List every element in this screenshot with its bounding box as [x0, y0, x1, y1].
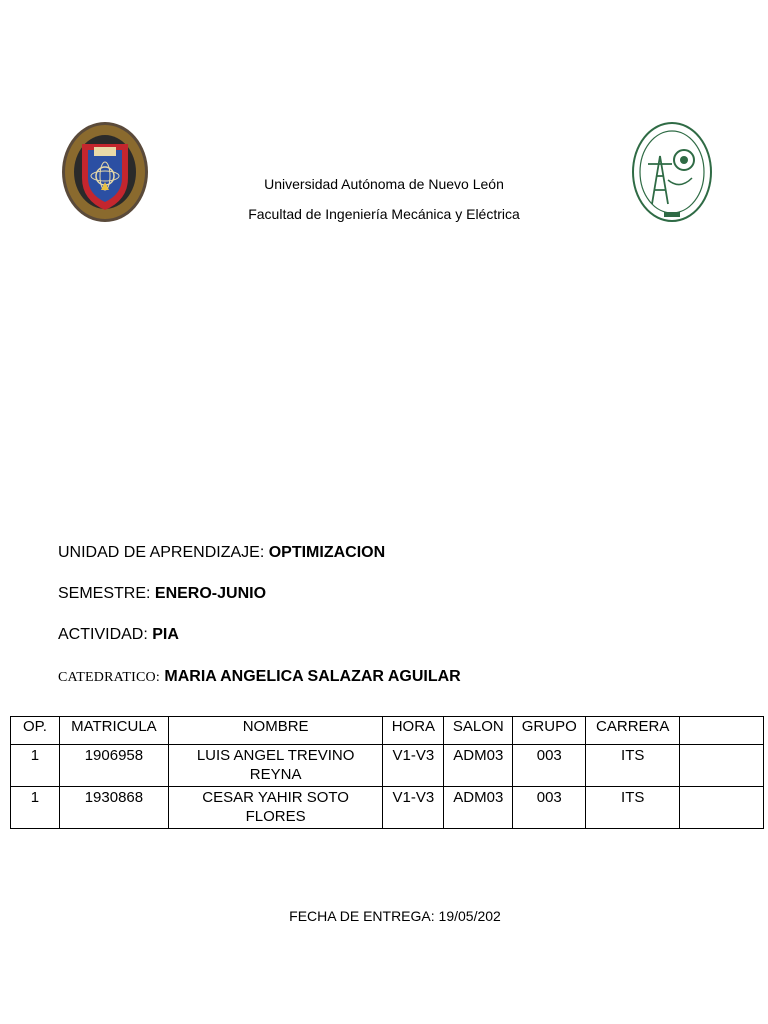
- field-semestre-label: SEMESTRE:: [58, 585, 155, 602]
- field-semestre-value: ENERO-JUNIO: [154, 585, 267, 602]
- cell-carrera: ITS: [586, 787, 680, 829]
- header-cell-op: OP.: [11, 717, 60, 745]
- field-catedratico: [58, 668, 461, 686]
- cell-grupo: 003: [513, 787, 586, 829]
- table-header-row: [11, 717, 764, 745]
- cell-nombre: LUIS ANGEL TREVINO REYNA: [168, 745, 383, 787]
- header-cell-salon: SALON: [444, 717, 513, 745]
- header-cell-grupo: GRUPO: [513, 717, 586, 745]
- students-table: [10, 716, 764, 829]
- cell-hora: V1-V3: [383, 787, 444, 829]
- field-unidad-value: OPTIMIZACION: [268, 544, 386, 561]
- header-cell-empty: [680, 717, 764, 745]
- cell-matricula: 1930868: [59, 787, 168, 829]
- cell-op: 1: [11, 745, 60, 787]
- field-catedratico-label: CATEDRATICO:: [58, 670, 160, 685]
- header-cell-matricula: MATRICULA: [59, 717, 168, 745]
- cell-nombre: CESAR YAHIR SOTO FLORES: [168, 787, 383, 829]
- field-actividad-value: PIA: [152, 626, 179, 643]
- header-cell-carrera: CARRERA: [586, 717, 680, 745]
- cell-hora: V1-V3: [383, 745, 444, 787]
- field-catedratico-value: MARIA ANGELICA SALAZAR AGUILAR: [164, 668, 461, 685]
- cell-op: 1: [11, 787, 60, 829]
- field-semestre: [58, 585, 266, 603]
- table-row: [11, 787, 764, 829]
- field-actividad-label: ACTIVIDAD:: [58, 626, 153, 643]
- cell-carrera: ITS: [586, 745, 680, 787]
- cell-matricula: 1906958: [59, 745, 168, 787]
- field-unidad-label: UNIDAD DE APRENDIZAJE:: [58, 544, 269, 561]
- delivery-date: FECHA DE ENTREGA: 19/05/202: [289, 908, 501, 924]
- cell-empty: [680, 745, 764, 787]
- cell-salon: ADM03: [444, 745, 513, 787]
- university-name: Universidad Autónoma de Nuevo León: [264, 176, 504, 192]
- header-cell-hora: HORA: [383, 717, 444, 745]
- table-row: [11, 745, 764, 787]
- field-unidad: [58, 544, 385, 562]
- faculty-name: Facultad de Ingeniería Mecánica y Eléctrica: [248, 206, 520, 222]
- field-actividad: [58, 626, 179, 644]
- cell-grupo: 003: [513, 745, 586, 787]
- cell-empty: [680, 787, 764, 829]
- header-cell-nombre: NOMBRE: [168, 717, 383, 745]
- cell-salon: ADM03: [444, 787, 513, 829]
